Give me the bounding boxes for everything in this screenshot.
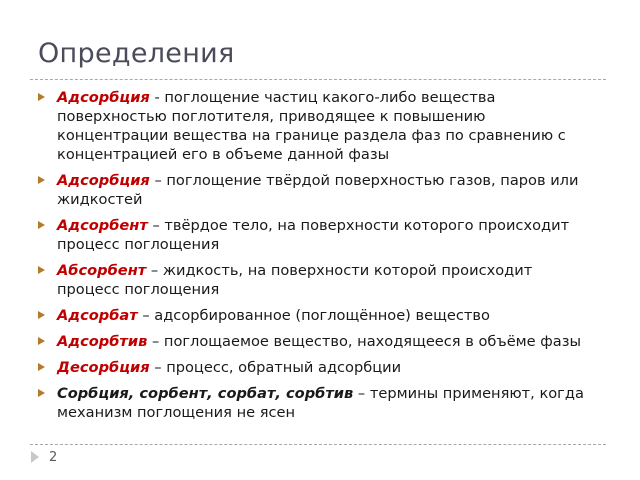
definition-text: – поглощаемое вещество, находящееся в объёме фазы	[147, 333, 582, 350]
list-item	[38, 332, 598, 351]
triangle-bullet-icon	[38, 221, 45, 229]
list-item	[38, 306, 598, 325]
term: Адсорбент	[57, 217, 148, 234]
triangle-bullet-icon	[38, 266, 45, 274]
page-number: 2	[49, 450, 58, 465]
term: Адсорбция	[57, 89, 150, 106]
term: Сорбция, сорбент, сорбат, сорбтив	[57, 385, 354, 402]
triangle-bullet-icon	[38, 363, 45, 371]
slide-title: Определения	[38, 38, 235, 69]
term: Адсорбтив	[57, 333, 148, 350]
title-divider	[30, 79, 606, 80]
definition-text: – поглощение твёрдой поверхностью газов, паров или жидкостей	[57, 172, 579, 208]
term: Адсорбат	[57, 307, 138, 324]
triangle-bullet-icon	[38, 176, 45, 184]
definition-text: - поглощение частиц какого-либо вещества поверхностью поглотителя, приводящее к повышению концентрации вещества на границе раздела фаз по сравнению с концентрацией его в объеме данной фазы	[57, 89, 566, 163]
list-item	[38, 216, 598, 254]
definition-text: – твёрдое тело, на поверхности которого происходит процесс поглощения	[57, 217, 570, 253]
page-marker-icon	[31, 451, 39, 463]
list-item	[38, 261, 598, 299]
triangle-bullet-icon	[38, 311, 45, 319]
footer-divider	[30, 444, 606, 445]
definitions-list	[38, 88, 598, 429]
list-item	[38, 358, 598, 377]
definition-text: – адсорбированное (поглощённое) вещество	[137, 307, 490, 324]
list-item	[38, 88, 598, 164]
definition-text: – жидкость, на поверхности которой происходит процесс поглощения	[57, 262, 533, 298]
term: Адсорбция	[57, 172, 150, 189]
triangle-bullet-icon	[38, 337, 45, 345]
triangle-bullet-icon	[38, 389, 45, 397]
list-item	[38, 384, 598, 422]
definition-text: – процесс, обратный адсорбции	[149, 359, 402, 376]
definition-text: – термины применяют, когда механизм поглощения не ясен	[57, 385, 584, 421]
list-item	[38, 171, 598, 209]
triangle-bullet-icon	[38, 93, 45, 101]
term: Абсорбент	[57, 262, 147, 279]
term: Десорбция	[57, 359, 150, 376]
